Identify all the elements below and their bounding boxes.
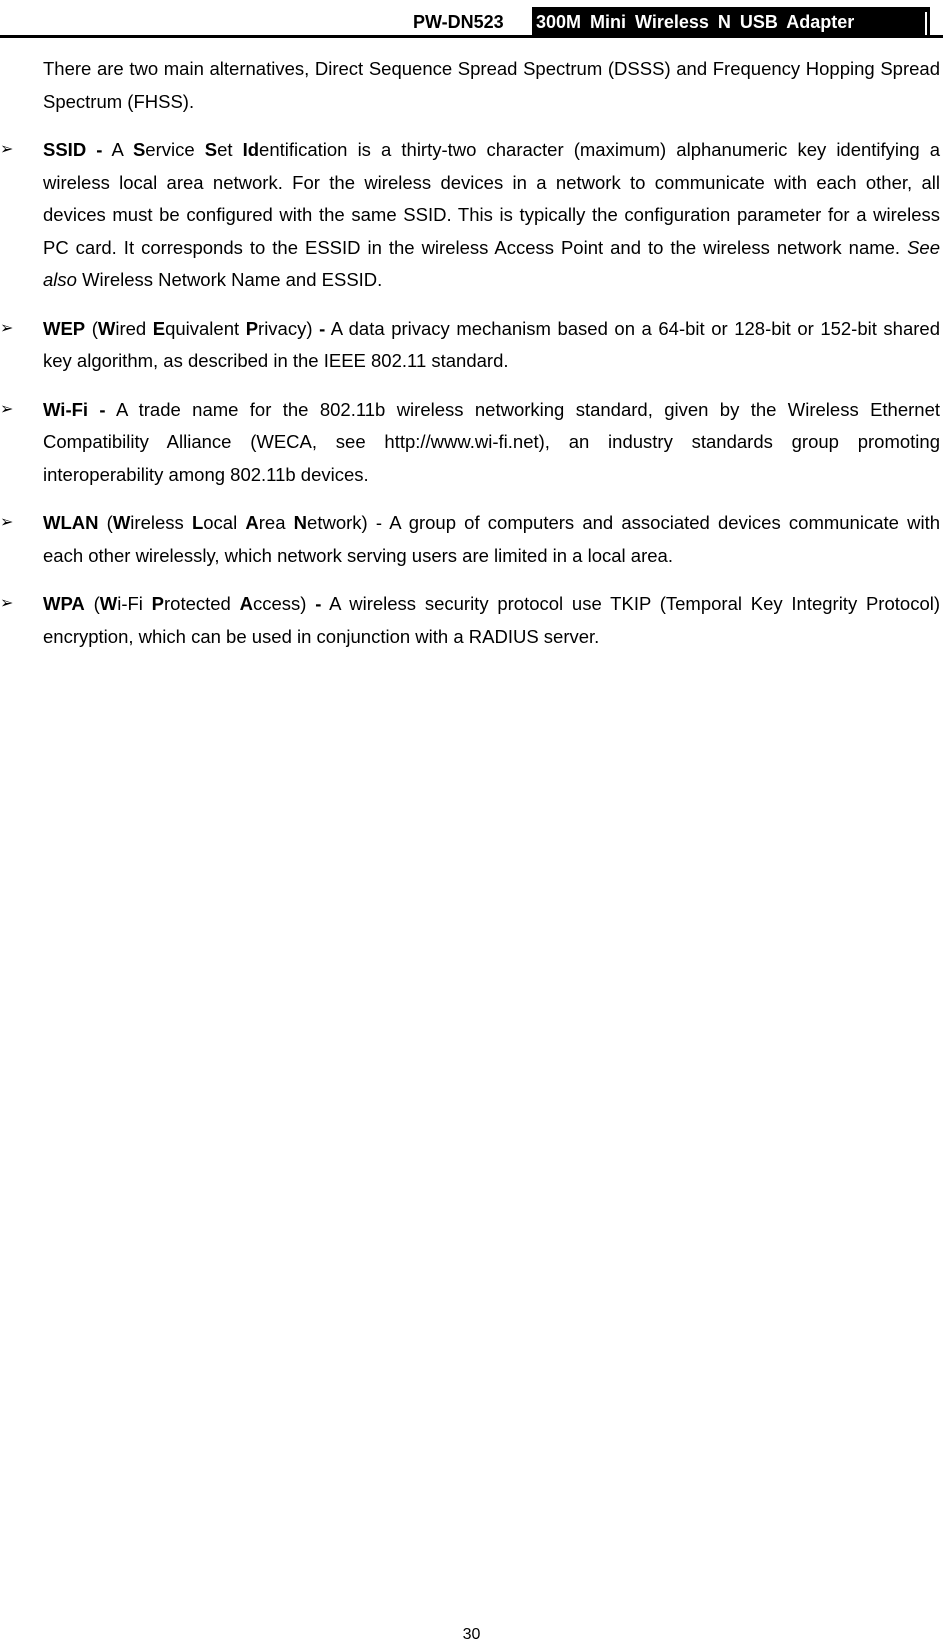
expansion-initial: P xyxy=(245,317,259,339)
expansion-open: ( xyxy=(84,593,100,614)
expansion-text: rea xyxy=(258,512,294,533)
glossary-entry-wpa xyxy=(0,588,940,653)
expansion-text: et xyxy=(217,139,243,160)
expansion-initial: Id xyxy=(242,139,260,160)
expansion-text: ired xyxy=(115,317,153,339)
expansion-initial: N xyxy=(293,512,308,533)
page-number: 30 xyxy=(462,1626,481,1643)
expansion-initial: A xyxy=(239,593,253,614)
term-dash: - xyxy=(96,139,103,160)
expansion-text: ocal xyxy=(203,512,246,533)
arrow-bullet-icon: ➢ xyxy=(0,141,14,158)
header-model-name: PW-DN523 xyxy=(413,12,504,32)
arrow-bullet-icon: ➢ xyxy=(0,595,14,612)
definition-text: A trade name for the 802.11b wireless networking standard, given by the Wireless Ethernet Compatibility Alliance (WECA, see http://www.wi-fi.net), an industry standards group promoting interoperability among 802.11b devices. xyxy=(43,398,941,485)
expansion-text: ccess) xyxy=(253,593,307,614)
term-wep: WEP xyxy=(43,317,86,339)
expansion-text: i-Fi xyxy=(117,593,152,614)
expansion-initial: P xyxy=(151,593,164,614)
term-wpa: WPA xyxy=(43,593,85,614)
expansion-text: etwork) xyxy=(307,512,368,533)
glossary-entry-wep xyxy=(0,313,940,378)
term-ssid: SSID xyxy=(43,139,87,160)
term-dash: - xyxy=(315,593,322,614)
expansion-text: entification xyxy=(259,139,348,160)
glossary-content xyxy=(0,53,941,669)
page-header xyxy=(0,0,943,38)
expansion-initial: E xyxy=(152,317,166,339)
expansion-text: ireless xyxy=(130,512,192,533)
term-dash: - xyxy=(99,398,106,420)
expansion-initial: A xyxy=(245,512,259,533)
expansion-initial: W xyxy=(99,593,118,614)
expansion-text: A xyxy=(111,139,133,160)
expansion-initial: L xyxy=(191,512,204,533)
expansion-text: ervice xyxy=(145,139,205,160)
glossary-entry-wlan xyxy=(0,507,940,572)
expansion-initial: W xyxy=(97,317,116,339)
term-dash: - xyxy=(319,317,326,339)
expansion-open: ( xyxy=(98,512,113,533)
header-rule xyxy=(0,35,943,38)
header-product-name: 300M Mini Wireless N USB Adapter xyxy=(532,7,930,37)
term-wlan: WLAN xyxy=(43,512,99,533)
glossary-entry-ssid xyxy=(0,134,940,297)
arrow-bullet-icon: ➢ xyxy=(0,400,14,418)
expansion-initial: S xyxy=(132,139,146,160)
definition-text: A wireless security protocol use TKIP (Temporal Key Integrity Protocol) encryption, which can be used in conjunction with a RADIUS server. xyxy=(43,593,940,647)
expansion-initial: S xyxy=(204,139,218,160)
expansion-text: rotected xyxy=(164,593,240,614)
expansion-initial: W xyxy=(112,512,131,533)
expansion-text: quivalent xyxy=(165,317,246,339)
term-wifi: Wi-Fi xyxy=(43,398,89,420)
arrow-bullet-icon: ➢ xyxy=(0,514,14,531)
header-divider xyxy=(925,12,927,36)
glossary-entry-wifi xyxy=(0,394,941,492)
arrow-bullet-icon: ➢ xyxy=(0,319,14,337)
definition-text: is a thirty-two character (maximum) alphanumeric key identifying a wireless local area network. For the wireless devices in a network to communicate with each other, all devices must be configured with the same SSID. This is typically the configuration parameter for a wireless PC card. It corresponds to the ESSID in the wireless Access Point and to the wireless network name. xyxy=(43,139,940,258)
definition-text: A data privacy mechanism based on a 64-bit or 128-bit or 152-bit shared key algorithm, as described in the IEEE 802.11 standard. xyxy=(43,317,940,371)
see-also-text: Wireless Network Name and ESSID. xyxy=(76,269,383,290)
expansion-text: rivacy) xyxy=(258,317,313,339)
intro-paragraph: There are two main alternatives, Direct Sequence Spread Spectrum (DSSS) and Frequency Hopping Spread Spectrum (FHSS). xyxy=(43,58,940,112)
see-also-label: See also xyxy=(43,236,940,290)
definition-text: - A group of computers and associated devices communicate with each other wirelessly, which network serving users are limited in a local area. xyxy=(43,512,940,566)
expansion-open: ( xyxy=(85,317,98,339)
